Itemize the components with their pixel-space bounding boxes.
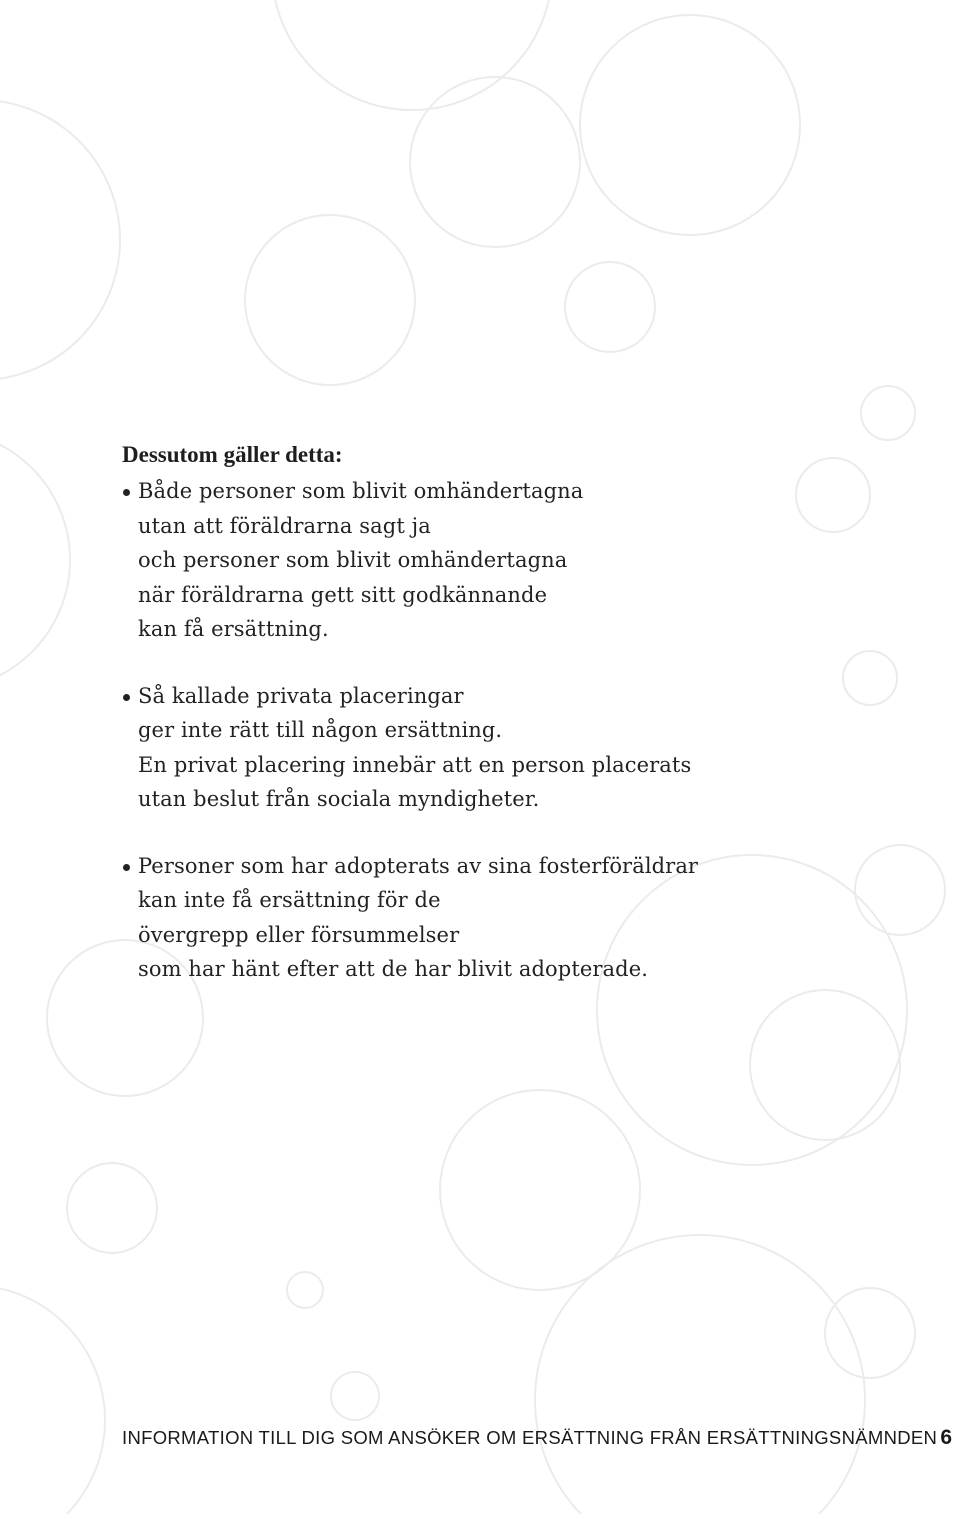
main-content xyxy=(122,438,742,1019)
decorative-circle xyxy=(580,15,800,235)
bullet-line: utan att föräldrarna sagt ja xyxy=(138,513,431,538)
bullet-item xyxy=(122,474,742,647)
bullet-list xyxy=(122,474,742,987)
bullet-line: kan inte få ersättning för de xyxy=(138,888,441,912)
bullet-line: En privat placering innebär att en person placerats xyxy=(138,752,692,777)
decorative-circle xyxy=(331,1372,379,1420)
decorative-circle xyxy=(440,1090,640,1290)
bullet-line: när föräldrarna gett sitt godkännande xyxy=(138,582,548,607)
decorative-circle xyxy=(0,430,70,690)
page-footer xyxy=(122,1426,952,1450)
bullet-line: Både personer som blivit omhändertagna xyxy=(138,479,584,503)
bullet-line: övergrepp eller försummelser xyxy=(138,922,460,947)
section-heading: Dessutom gäller detta: xyxy=(122,442,343,467)
decorative-circle xyxy=(796,458,870,532)
bullet-line: Personer som har adopterats av sina fosterföräldrar xyxy=(138,853,699,878)
decorative-circle xyxy=(565,262,655,352)
bullet-line: utan beslut från sociala myndigheter. xyxy=(138,787,540,811)
bullet-item xyxy=(122,679,742,817)
bullet-line: Så kallade privata placeringar xyxy=(138,683,464,708)
bullet-line: och personer som blivit omhändertagna xyxy=(138,548,568,572)
decorative-circle xyxy=(825,1288,915,1378)
bullet-line: kan få ersättning. xyxy=(138,617,329,641)
decorative-circle xyxy=(287,1272,323,1308)
decorative-circle xyxy=(861,386,915,440)
bullet-item xyxy=(122,849,742,987)
bullet-line: som har hänt efter att de har blivit adopterade. xyxy=(138,957,648,981)
decorative-circle xyxy=(272,0,552,110)
decorative-circle xyxy=(67,1163,157,1253)
page-number: 6 xyxy=(940,1426,952,1449)
decorative-circle xyxy=(0,1285,105,1514)
bullet-line: ger inte rätt till någon ersättning. xyxy=(138,718,503,742)
decorative-circle xyxy=(0,100,120,380)
decorative-circle xyxy=(750,990,900,1140)
decorative-circle xyxy=(535,1235,865,1514)
footer-title: INFORMATION TILL DIG SOM ANSÖKER OM ERSÄTTNING FRÅN ERSÄTTNINGSNÄMNDEN xyxy=(122,1427,938,1448)
decorative-circle xyxy=(245,215,415,385)
decorative-circle xyxy=(843,651,897,705)
decorative-circle xyxy=(855,845,945,935)
decorative-circle xyxy=(410,77,580,247)
